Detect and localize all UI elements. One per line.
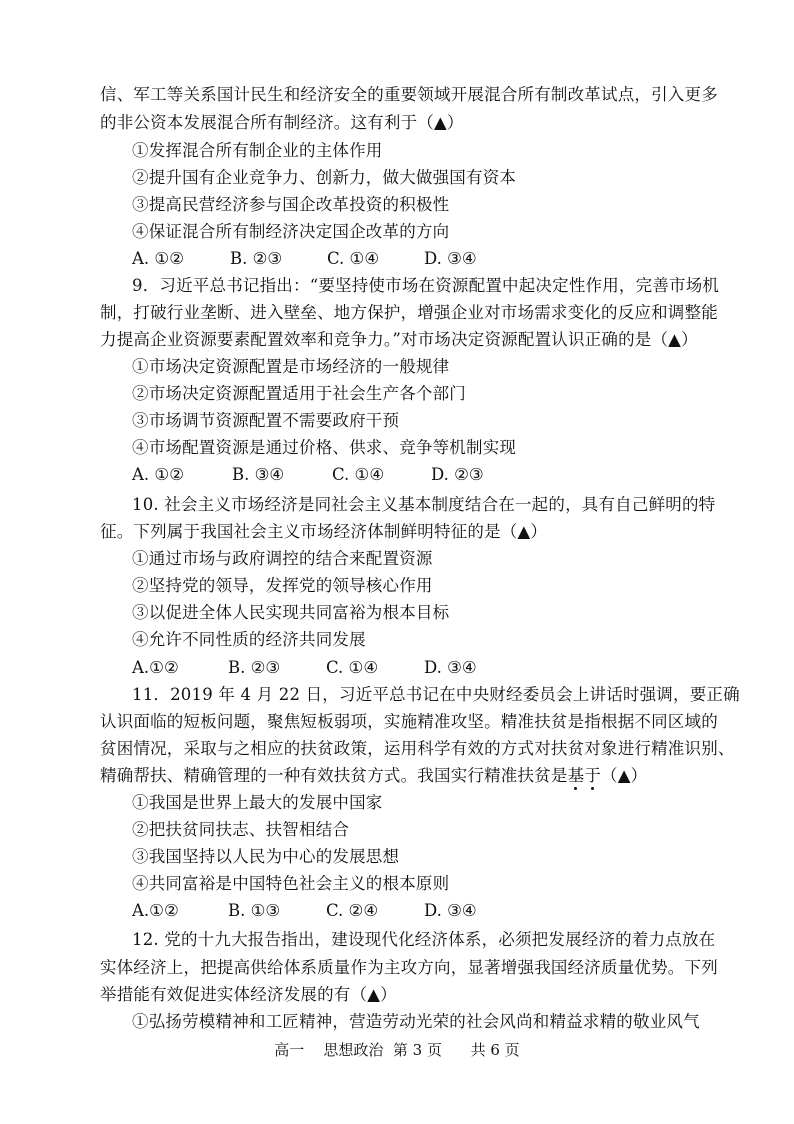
- choice-item: ③我国坚持以人民为中心的发展思想: [132, 847, 400, 866]
- choice-item: ①弘扬劳模精神和工匠精神，营造劳动光荣的社会风尚和精益求精的敬业风气: [132, 1012, 700, 1031]
- question-9-line: 力提高企业资源要素配置效率和竞争力。”对市场决定资源配置认识正确的是（▲）: [100, 330, 698, 349]
- option-c: C. ①④: [327, 249, 380, 268]
- choice-item: ②把扶贫同扶志、扶智相结合: [132, 820, 350, 839]
- page-footer: 高一 思想政治 第 3 页 共 6 页: [274, 1041, 520, 1059]
- question-12-line: 12. 党的十九大报告指出，建设现代化经济体系，必须把发展经济的着力点放在: [132, 930, 716, 949]
- text-line: 的非公资本发展混合所有制经济。这有利于（▲）: [100, 113, 464, 132]
- choice-item: ③以促进全体人民实现共同富裕为根本目标: [132, 603, 450, 622]
- option-b: B. ①③: [228, 901, 281, 920]
- answer-blank: （▲）: [601, 766, 648, 785]
- option-d: D. ③④: [424, 901, 477, 920]
- option-b: B. ②③: [230, 249, 283, 268]
- emphasis-char: 于: [584, 766, 602, 785]
- choice-item: ②提升国有企业竞争力、创新力，做大做强国有资本: [132, 168, 517, 187]
- answer-options: [132, 657, 477, 679]
- answer-options: [132, 248, 477, 270]
- option-c: C. ②④: [326, 901, 379, 920]
- answer-options: [132, 900, 477, 922]
- choice-item: ④保证混合所有制经济决定国企改革的方向: [132, 222, 450, 241]
- option-c: C. ①④: [326, 658, 379, 677]
- choice-item: ②坚持党的领导，发挥党的领导核心作用: [132, 576, 433, 595]
- question-11-line: 认识面临的短板问题，聚焦短板弱项，实施精准攻坚。精准扶贫是指根据不同区域的: [100, 712, 718, 731]
- choice-item: ①发挥混合所有制企业的主体作用: [132, 141, 383, 160]
- choice-item: ①通过市场与政府调控的结合来配置资源: [132, 549, 433, 568]
- emphasis-char: 基: [567, 766, 585, 785]
- choice-item: ③市场调节资源配置不需要政府干预: [132, 411, 400, 430]
- question-10-line: 10. 社会主义市场经济是同社会主义基本制度结合在一起的，具有自己鲜明的特: [132, 495, 716, 514]
- question-9-line: 9．习近平总书记指出：“要坚持使市场在资源配置中起决定性作用，完善市场机: [132, 276, 720, 295]
- choice-item: ③提高民营经济参与国企改革投资的积极性: [132, 195, 450, 214]
- question-text: 精确帮扶、精确管理的一种有效扶贫方式。我国实行精准扶贫是: [100, 766, 568, 785]
- option-d: D. ②③: [431, 465, 484, 484]
- option-d: D. ③④: [424, 249, 477, 268]
- question-9-line: 制，打破行业垄断、进入壁垒、地方保护，增强企业对市场需求变化的反应和调整能: [100, 303, 718, 322]
- choice-item: ①我国是世界上最大的发展中国家: [132, 793, 383, 812]
- choice-item: ④市场配置资源是通过价格、供求、竞争等机制实现: [132, 438, 517, 457]
- question-11-line: [100, 765, 647, 787]
- option-a: A. ①②: [132, 249, 184, 268]
- question-11-line: 贫困情况，采取与之相应的扶贫政策，运用科学有效的方式对扶贫对象进行精准识别、: [100, 739, 735, 758]
- choice-item: ②市场决定资源配置适用于社会生产各个部门: [132, 384, 466, 403]
- answer-options: [132, 464, 484, 486]
- option-a: A.①②: [132, 658, 179, 677]
- option-c: C. ①④: [332, 465, 385, 484]
- question-12-line: 举措能有效促进实体经济发展的有（▲）: [100, 985, 397, 1004]
- choice-item: ④允许不同性质的经济共同发展: [132, 630, 366, 649]
- choice-item: ④共同富裕是中国特色社会主义的根本原则: [132, 874, 450, 893]
- text-line: 信、军工等关系国计民生和经济安全的重要领域开展混合所有制改革试点，引入更多: [100, 85, 718, 104]
- question-10-line: 征。下列属于我国社会主义市场经济体制鲜明特征的是（▲）: [100, 522, 548, 541]
- question-11-line: 11．2019 年 4 月 22 日，习近平总书记在中央财经委员会上讲话时强调，要正确: [132, 685, 740, 704]
- option-b: B. ②③: [228, 658, 281, 677]
- option-b: B. ③④: [232, 465, 285, 484]
- option-d: D. ③④: [424, 658, 477, 677]
- option-a: A.①②: [132, 901, 179, 920]
- option-a: A. ①②: [132, 465, 184, 484]
- question-12-line: 实体经济上，把提高供给体系质量作为主攻方向，显著增强我国经济质量优势。下列: [100, 958, 718, 977]
- choice-item: ①市场决定资源配置是市场经济的一般规律: [132, 357, 450, 376]
